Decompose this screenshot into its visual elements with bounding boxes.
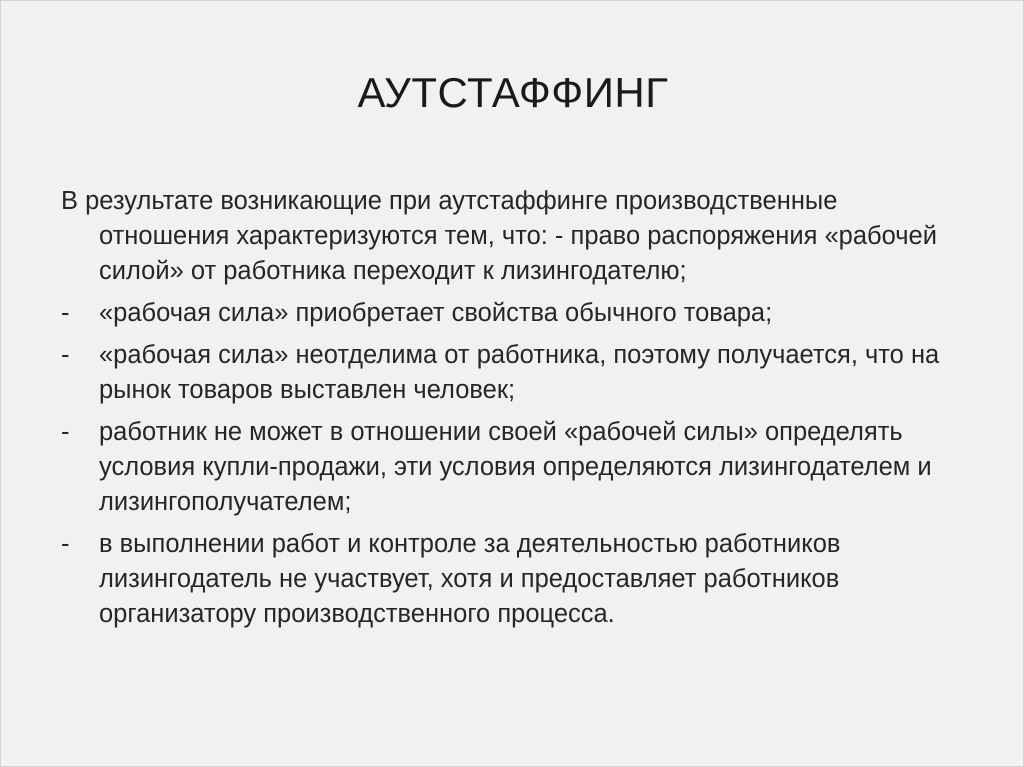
bullet-item (61, 296, 961, 331)
intro-paragraph: В результате возникающие при аутстаффинге производственные отношения характеризуются тем, что: - право распоряжения «рабочей силой» от работника переходит к лизингодателю; (61, 187, 937, 285)
bullet-item (61, 338, 961, 408)
slide-body (61, 184, 961, 639)
bullet-marker: - (61, 299, 70, 327)
bullet-text: работник не может в отношении своей «рабочей силы» определять условия купли-продажи, эти условия определяются лизингодателем и лизингополучателем; (99, 418, 932, 516)
bullet-text: в выполнении работ и контроле за деятельностью работников лизингодатель не участвует, хотя и предоставляет работников организатору производственного процесса. (99, 530, 841, 628)
bullet-text: «рабочая сила» приобретает свойства обычного товара; (99, 299, 773, 327)
bullet-marker: - (61, 530, 70, 558)
bullet-marker: - (61, 418, 70, 446)
bullet-marker: - (61, 341, 70, 369)
bullet-text: «рабочая сила» неотделима от работника, поэтому получается, что на рынок товаров выставлен человек; (99, 341, 940, 404)
bullet-item (61, 415, 961, 520)
bullet-item (61, 527, 961, 632)
slide-title: АУТСТАФФИНГ (357, 69, 669, 116)
